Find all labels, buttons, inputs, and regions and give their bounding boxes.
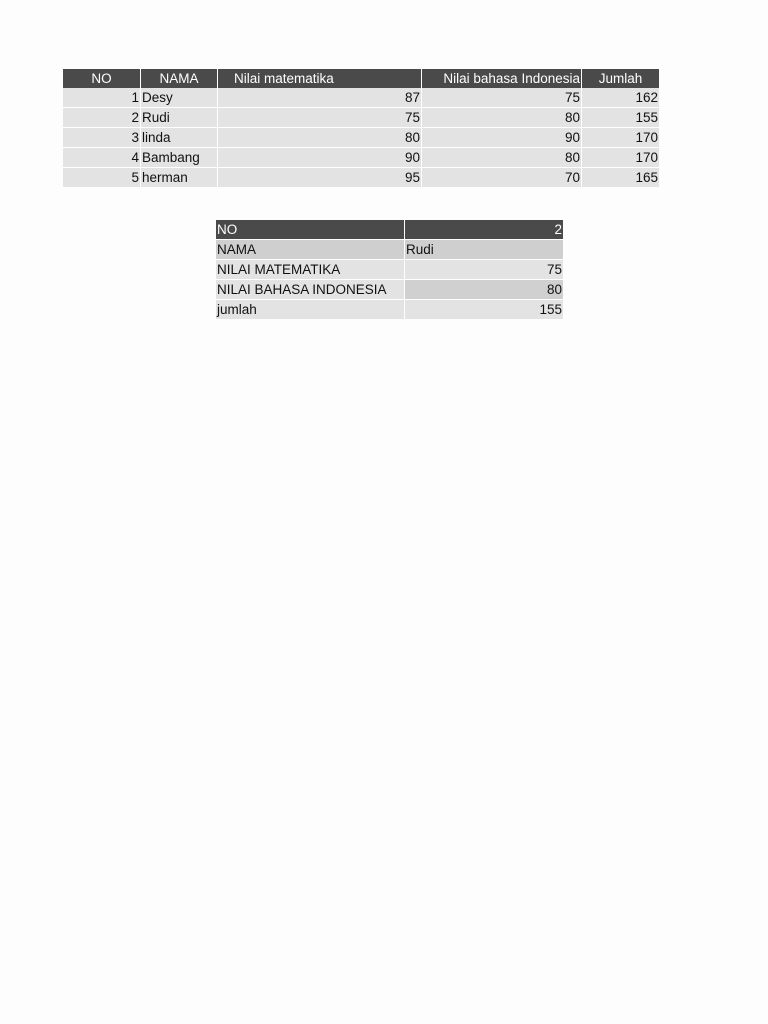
cell-jumlah: 170 — [582, 147, 659, 167]
detail-label: NILAI MATEMATIKA — [216, 259, 405, 279]
header-nama: NAMA — [141, 69, 218, 88]
cell-jumlah: 170 — [582, 127, 659, 147]
header-jumlah: Jumlah — [582, 69, 659, 88]
cell-nilai-bahasa-indonesia: 80 — [422, 147, 582, 167]
cell-no: 1 — [63, 88, 141, 107]
cell-no: 5 — [63, 167, 141, 187]
detail-value: 155 — [405, 299, 563, 319]
cell-nama: linda — [141, 127, 218, 147]
cell-no: 3 — [63, 127, 141, 147]
table-row — [63, 147, 659, 167]
table-row — [63, 107, 659, 127]
detail-row-nilai-bahasa-indonesia — [216, 279, 563, 299]
table-row — [63, 88, 659, 107]
detail-label: NAMA — [216, 239, 405, 259]
cell-no: 2 — [63, 107, 141, 127]
cell-nilai-matematika: 80 — [218, 127, 422, 147]
detail-row-nilai-matematika — [216, 259, 563, 279]
cell-nilai-matematika: 90 — [218, 147, 422, 167]
detail-label: NILAI BAHASA INDONESIA — [216, 279, 405, 299]
table-row — [63, 127, 659, 147]
score-table — [63, 69, 659, 187]
detail-value: Rudi — [405, 239, 563, 259]
cell-nilai-bahasa-indonesia: 75 — [422, 88, 582, 107]
cell-nilai-matematika: 95 — [218, 167, 422, 187]
header-nilai-bahasa-indonesia: Nilai bahasa Indonesia — [422, 69, 582, 88]
table-row — [63, 167, 659, 187]
cell-nama: Bambang — [141, 147, 218, 167]
cell-nilai-bahasa-indonesia: 90 — [422, 127, 582, 147]
cell-jumlah: 162 — [582, 88, 659, 107]
cell-nilai-bahasa-indonesia: 70 — [422, 167, 582, 187]
cell-nama: Desy — [141, 88, 218, 107]
header-no: NO — [63, 69, 141, 88]
cell-nilai-bahasa-indonesia: 80 — [422, 107, 582, 127]
detail-value: 80 — [405, 279, 563, 299]
detail-row-no — [216, 220, 563, 239]
detail-label: NO — [216, 220, 405, 239]
cell-jumlah: 165 — [582, 167, 659, 187]
cell-nama: Rudi — [141, 107, 218, 127]
cell-nilai-matematika: 75 — [218, 107, 422, 127]
detail-value: 2 — [405, 220, 563, 239]
detail-label: jumlah — [216, 299, 405, 319]
cell-jumlah: 155 — [582, 107, 659, 127]
detail-value: 75 — [405, 259, 563, 279]
score-table-header — [63, 69, 659, 88]
cell-nilai-matematika: 87 — [218, 88, 422, 107]
detail-row-jumlah — [216, 299, 563, 319]
cell-nama: herman — [141, 167, 218, 187]
detail-row-nama — [216, 239, 563, 259]
cell-no: 4 — [63, 147, 141, 167]
detail-table — [216, 220, 563, 319]
header-nilai-matematika: Nilai matematika — [218, 69, 422, 88]
